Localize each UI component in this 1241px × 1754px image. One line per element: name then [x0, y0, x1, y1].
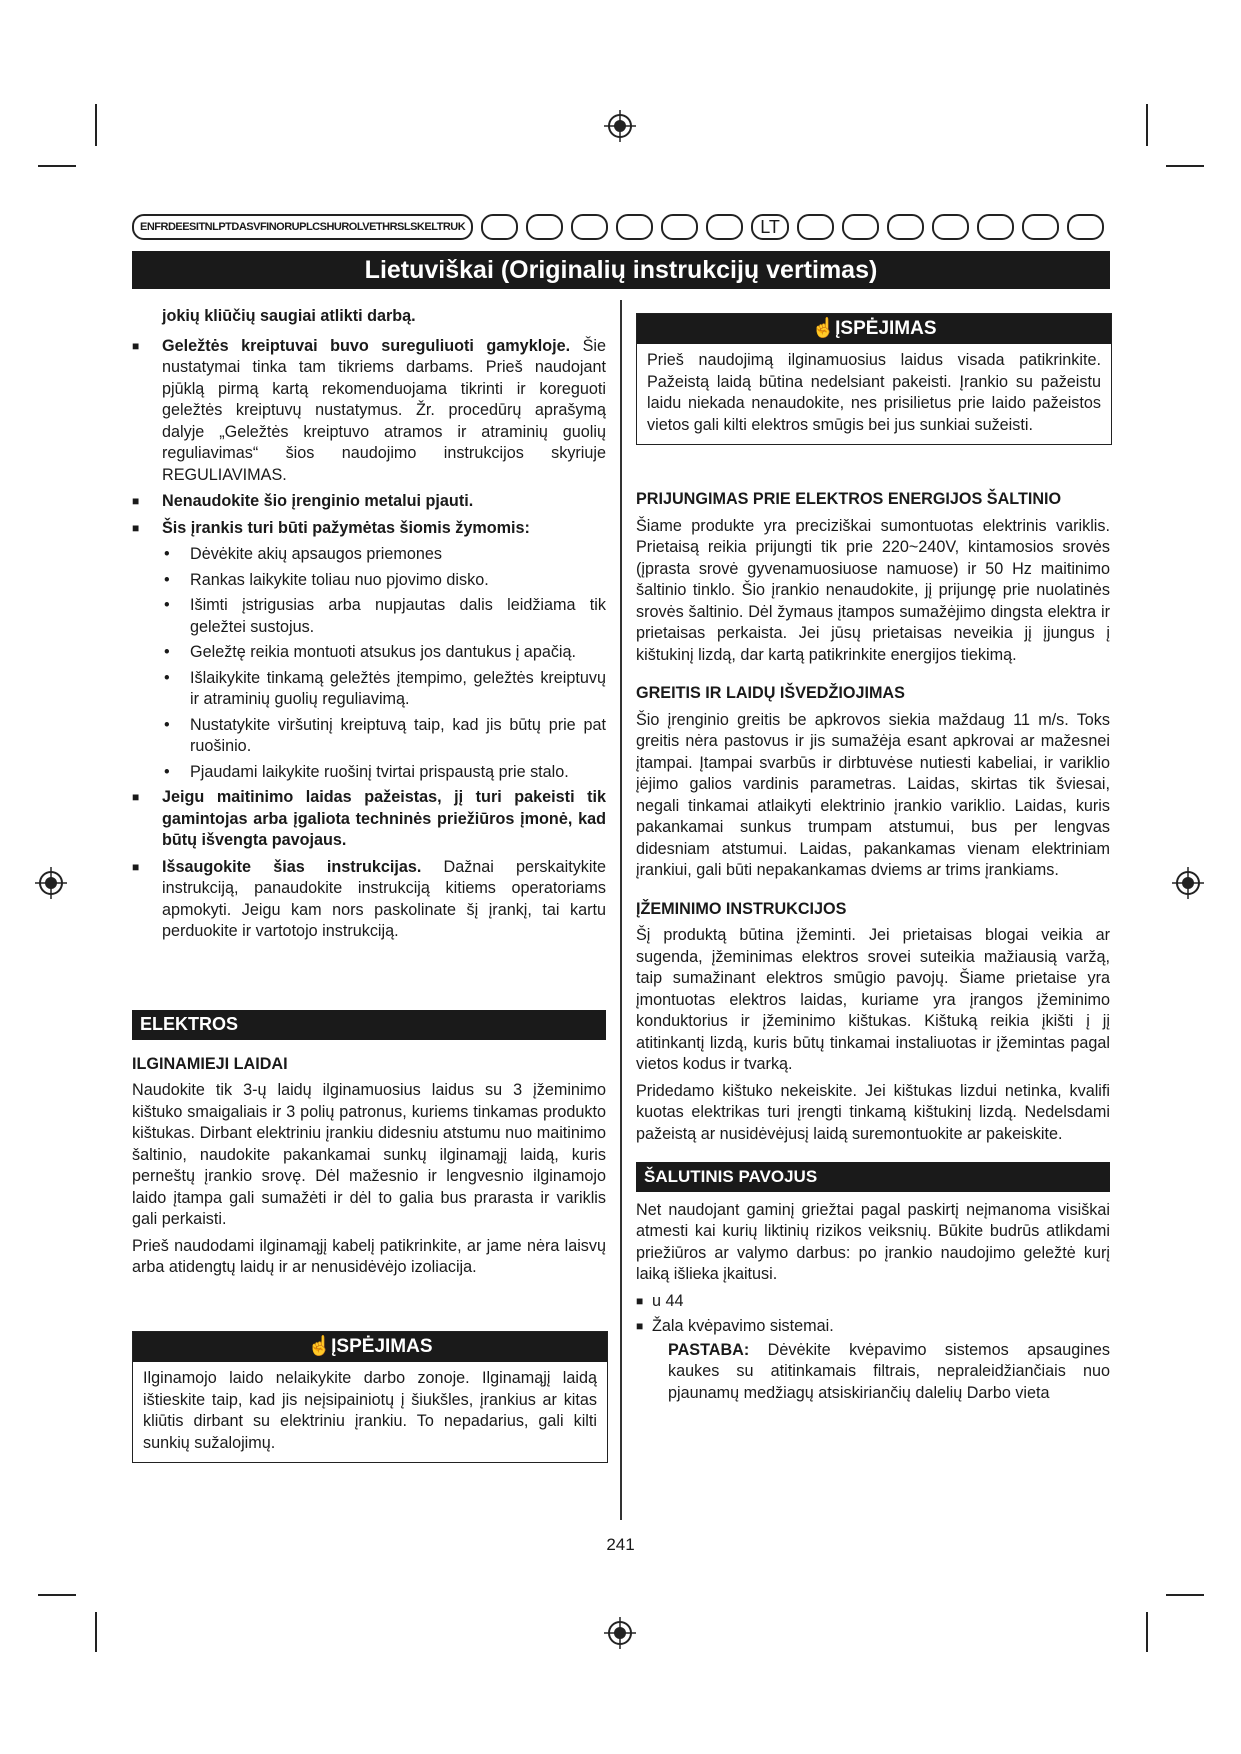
sub-bullet: [164, 570, 606, 592]
warning-text: Prieš naudojimą ilginamuosius laidus visada patikrinkite. Pažeistą laidą būtina nedelsiant pakeisti. Įrankio su pažeistu laidu niekada nenaudokite, nes prisilietus prie laido pažeistos vietos gali kilti elektros smūgis bei jus sunkiai sužeisti.: [647, 351, 1101, 434]
dot-bullet-icon: •: [164, 545, 170, 563]
warning-hand-icon: ☝: [811, 318, 836, 339]
electrical-section: [132, 1010, 606, 1284]
language-pill: [616, 214, 653, 240]
item-bold: Nenaudokite šio įrenginio metalui pjauti.: [162, 492, 474, 510]
sub-bullet: [164, 642, 606, 664]
language-bar: [132, 214, 1112, 240]
crop-mark: [38, 165, 76, 167]
sub-bullet-text: Išlaikykite tinkamą geležtės įtempimo, geležtės kreiptuvų ir atraminių guolių reguliavimą.: [190, 668, 606, 708]
item-bold: Šis įrankis turi būti pažymėtas šiomis žymomis:: [162, 518, 530, 537]
extension-cords-text: Prieš naudodami ilginamąjį kabelį patikrinkite, ar jame nėra laisvų arba atidengtų laidų ir ar nenusidėvėjo izoliacija.: [132, 1236, 606, 1276]
square-bullet-icon: ■: [132, 520, 140, 535]
speed-text: Šio įrenginio greitis be apkrovos siekia maždaug 11 m/s. Toks greitis nėra pastovus ir jis sumažėja esant apkrovai ar mažesnei įtampai. Įtampai svarbūs ir dirbtuvėse nutiesti kabeliai, ir variklio įėjimo galios vardinis parametras. Laidas, skirtas tik šviesai, negali tinkamai atlaikyti elektrinio įrankio variklio. Laidas, kuris pakankamai sunkus trumpam atstumui, bus per lengvas didesniam atstumui. Laidas, pakankamas vienam elektriniam įrankiui, gali būti nepakankamas dviems ar trims įrankiams.: [636, 710, 1110, 879]
language-pill: [526, 214, 563, 240]
language-pill: [977, 214, 1014, 240]
dot-bullet-icon: •: [164, 668, 170, 687]
residual-risk-title: ŠALUTINIS PAVOJUS: [636, 1162, 1110, 1192]
list-item: [132, 336, 606, 487]
square-bullet-icon: ■: [132, 494, 140, 508]
grounding-heading: ĮŽEMINIMO INSTRUKCIJOS: [636, 899, 847, 918]
extension-cords-text: Naudokite tik 3-ų laidų ilginamuosius laidus su 3 įžeminimo kištuko smaigaliais ir 3 polių patronus, kuriems tinkamas produkto kištukas. Dirbant elektriniu įrankiu didesniu atstumu nuo maitinimo šaltinio, naudokite pakankamai sunkų ilginamąjį laidą, kuris perneštų įrankio srovę. Dėl mažesnio ir lengvesnio ilginamojo laido įtampa gali sumažėti ir dėl to galia bus prarasta ir variklis gali perkaisti.: [132, 1081, 606, 1228]
sub-bullet: [164, 715, 606, 758]
language-pill: [932, 214, 969, 240]
item-bold: Geležtės kreiptuvai buvo sureguliuoti gamykloje.: [162, 336, 571, 355]
list-item: [636, 1316, 1110, 1338]
square-bullet-icon: ■: [132, 859, 140, 874]
language-pill: [1067, 214, 1104, 240]
power-text: Šiame produkte yra preciziškai sumontuotas elektrinis variklis. Prietaisą reikia prijungti tik prie 220~240V, kintamosios srovės (įprasta srovė gyvenamuosiuose namuose) ir 50 Hz maitinimo šaltinio tinklo. Šio įrankio nenaudokite, jį prijungę prie nuolatinės srovės šaltinio. Dėl žymaus įtampos sumažėjimo dingsta elektra ir prietaisas perkaista. Jei jūsų prietaisas neveikia jį įjungus į kištukinį lizdą, dar kartą patikrinkite energijos tiekimą.: [636, 516, 1110, 664]
item-bold: Jeigu maitinimo laidas pažeistas, jį turi pakeisti tik gamintojas arba įgaliota techninės priežiūros įmonė, kad būtų išvengta pavojaus.: [162, 788, 606, 849]
language-pill: [887, 214, 924, 240]
item-text: Šie nustatymai tinka tam tikriems darbams. Prieš naudojant pjūklą pirmą kartą rekomenduojama tikrinti ir koreguoti geležtės kreiptuvų nustatymus. Žr. procedūrų aprašymą dalyje „Geležtės kreiptuvo atramos ir atraminių guolių reguliavimas“ šios naudojimo instrukcijos skyriuje REGULIAVIMAS.: [162, 336, 606, 484]
square-bullet-icon: ■: [636, 1319, 644, 1333]
list-item: [636, 1291, 1110, 1313]
crop-mark: [1166, 165, 1204, 167]
language-pill: [661, 214, 698, 240]
dot-bullet-icon: •: [164, 762, 170, 781]
sub-bullet-text: Rankas laikykite toliau nuo pjovimo disko.: [190, 570, 489, 589]
registration-mark-icon: [603, 109, 637, 143]
language-pill: [797, 214, 834, 240]
column-divider: [620, 300, 622, 1520]
dot-bullet-icon: •: [164, 570, 170, 589]
crop-mark: [1146, 1612, 1148, 1652]
crop-mark: [1166, 1594, 1204, 1596]
page-title: Lietuviškai (Originalių instrukcijų vertimas): [132, 251, 1110, 289]
warning-hand-icon: ☝: [307, 1336, 332, 1357]
sub-bullet-text: Dėvėkite akių apsaugos priemones: [190, 545, 442, 563]
power-heading: PRIJUNGIMAS PRIE ELEKTROS ENERGIJOS ŠALTINIO: [636, 490, 1062, 508]
section-title: ELEKTROS: [132, 1010, 606, 1040]
crop-mark: [38, 1594, 76, 1596]
language-pill: [842, 214, 879, 240]
dot-bullet-icon: •: [164, 643, 170, 661]
language-pill: [706, 214, 743, 240]
square-bullet-icon: ■: [636, 1293, 644, 1308]
active-language-pill: LT: [751, 214, 790, 240]
grounding-text: Pridedamo kištuko nekeiskite. Jei kištukas lizdui netinka, kvalifi kuotas elektrikas turi įrengti tinkamą kištukinį lizdą. Nedelsdami pažeistą ar nusidėvėjusį laidą suremontuokite ar pakeiskite.: [636, 1081, 1110, 1143]
sub-bullet: [164, 544, 606, 566]
list-item: [132, 491, 606, 513]
square-bullet-icon: ■: [132, 790, 140, 804]
crop-mark: [95, 1612, 97, 1652]
item-text: Dažnai perskaitykite instrukciją, panaudokite instrukciją kitiems operatoriams apmokyti. Jeigu kam nors paskolinate šį įrankį, tai kartu perduokite ir vartotojo instrukciją.: [162, 857, 606, 940]
note-label: PASTABA:: [668, 1340, 750, 1359]
crop-mark: [95, 104, 97, 146]
dot-bullet-icon: •: [164, 596, 170, 614]
bullet-text: u 44: [652, 1291, 684, 1310]
page-number: 241: [606, 1535, 635, 1554]
registration-mark-icon: [1171, 866, 1205, 900]
registration-mark-icon: [34, 866, 68, 900]
speed-heading: GREITIS IR LAIDŲ IŠVEDŽIOJIMAS: [636, 684, 905, 702]
sub-bullet: [164, 668, 606, 711]
dot-bullet-icon: •: [164, 715, 170, 734]
sub-bullet-text: Pjaudami laikykite ruošinį tvirtai prispaustą prie stalo.: [190, 762, 569, 781]
warning-header: [637, 314, 1111, 344]
sub-bullet-text: Nustatykite viršutinį kreiptuvą taip, kad jis būtų prie pat ruošinio.: [190, 715, 606, 755]
list-item: [132, 857, 606, 943]
warning-header: [133, 1332, 607, 1362]
right-column: [636, 489, 1110, 1409]
sub-bullet: [164, 595, 606, 638]
grounding-text: Šį produktą būtina įžeminti. Jei prietaisas blogai veikia ar sugenda, įžeminimas elektros srovei suteikia mažiausią varžą, taip sumažinant elektros smūgio pavojų. Šiame prietaise yra įmontuotas elektros laidas, kuriame yra įrangos įžeminimo konduktorius ir įžeminimo kištukas. Kištuką reikia įkišti į jį atitinkantį lizdą, kuris būtų tinkamai instaliuotas ir įžemintas pagal vietos kodus ir tvarką.: [636, 926, 1110, 1073]
note-text: Dėvėkite kvėpavimo sistemos apsaugines kaukes su atitinkamais filtrais, nepraleidžiančiais nuo pjaunamų medžiagų atsiskiriančių dalelių Darbo vieta: [668, 1340, 1110, 1402]
warning-box: [132, 1331, 608, 1463]
list-item: [132, 787, 606, 852]
language-codes: ENFRDEESITNLPTDASVFINORUPLCSHUROLVETHRSLSKELTRUK: [132, 214, 473, 240]
language-pill: [481, 214, 518, 240]
residual-risk-text: Net naudojant gaminį griežtai pagal paskirtį neįmanoma visiškai atmesti kai kurių liktinių rizikos veiksnių. Būkite budrūs atlikdami priežiūros ar valymo darbus: po įrankio naudojimo geležtė kurį laiką išlieka įkaitusi.: [636, 1200, 1110, 1283]
extension-cords-heading: ILGINAMIEJI LAIDAI: [132, 1054, 288, 1073]
warning-box: [636, 313, 1112, 445]
sub-bullet-text: Geležtę reikia montuoti atsukus jos dantukus į apačią.: [190, 643, 577, 661]
crop-mark: [1146, 104, 1148, 146]
language-pill: [571, 214, 608, 240]
warning-text: Ilginamojo laido nelaikykite darbo zonoje. Ilginamąjį laidą ištieskite taip, kad jis neįsipainiotų į šiukšles, įrankius ar kitas kliūtis dirbant su elektriniu įrankiu. To nepadarius, gali kilti sunkių sužalojimų.: [143, 1369, 597, 1452]
warning-title: ĮSPĖJIMAS: [331, 1336, 433, 1357]
warning-title: ĮSPĖJIMAS: [835, 318, 937, 339]
intro-line: jokių kliūčių saugiai atlikti darbą.: [162, 307, 416, 325]
sub-bullet: [164, 762, 606, 784]
language-pill: [1022, 214, 1059, 240]
left-column: [132, 306, 606, 948]
square-bullet-icon: ■: [132, 338, 140, 353]
list-item: [132, 518, 606, 540]
sub-bullet-text: Išimti įstrigusias arba nupjautas dalis leidžiama tik geležtei sustojus.: [190, 596, 606, 636]
item-bold: Išsaugokite šias instrukcijas.: [162, 857, 422, 876]
bullet-text: Žala kvėpavimo sistemai.: [652, 1317, 834, 1335]
registration-mark-icon: [603, 1616, 637, 1650]
